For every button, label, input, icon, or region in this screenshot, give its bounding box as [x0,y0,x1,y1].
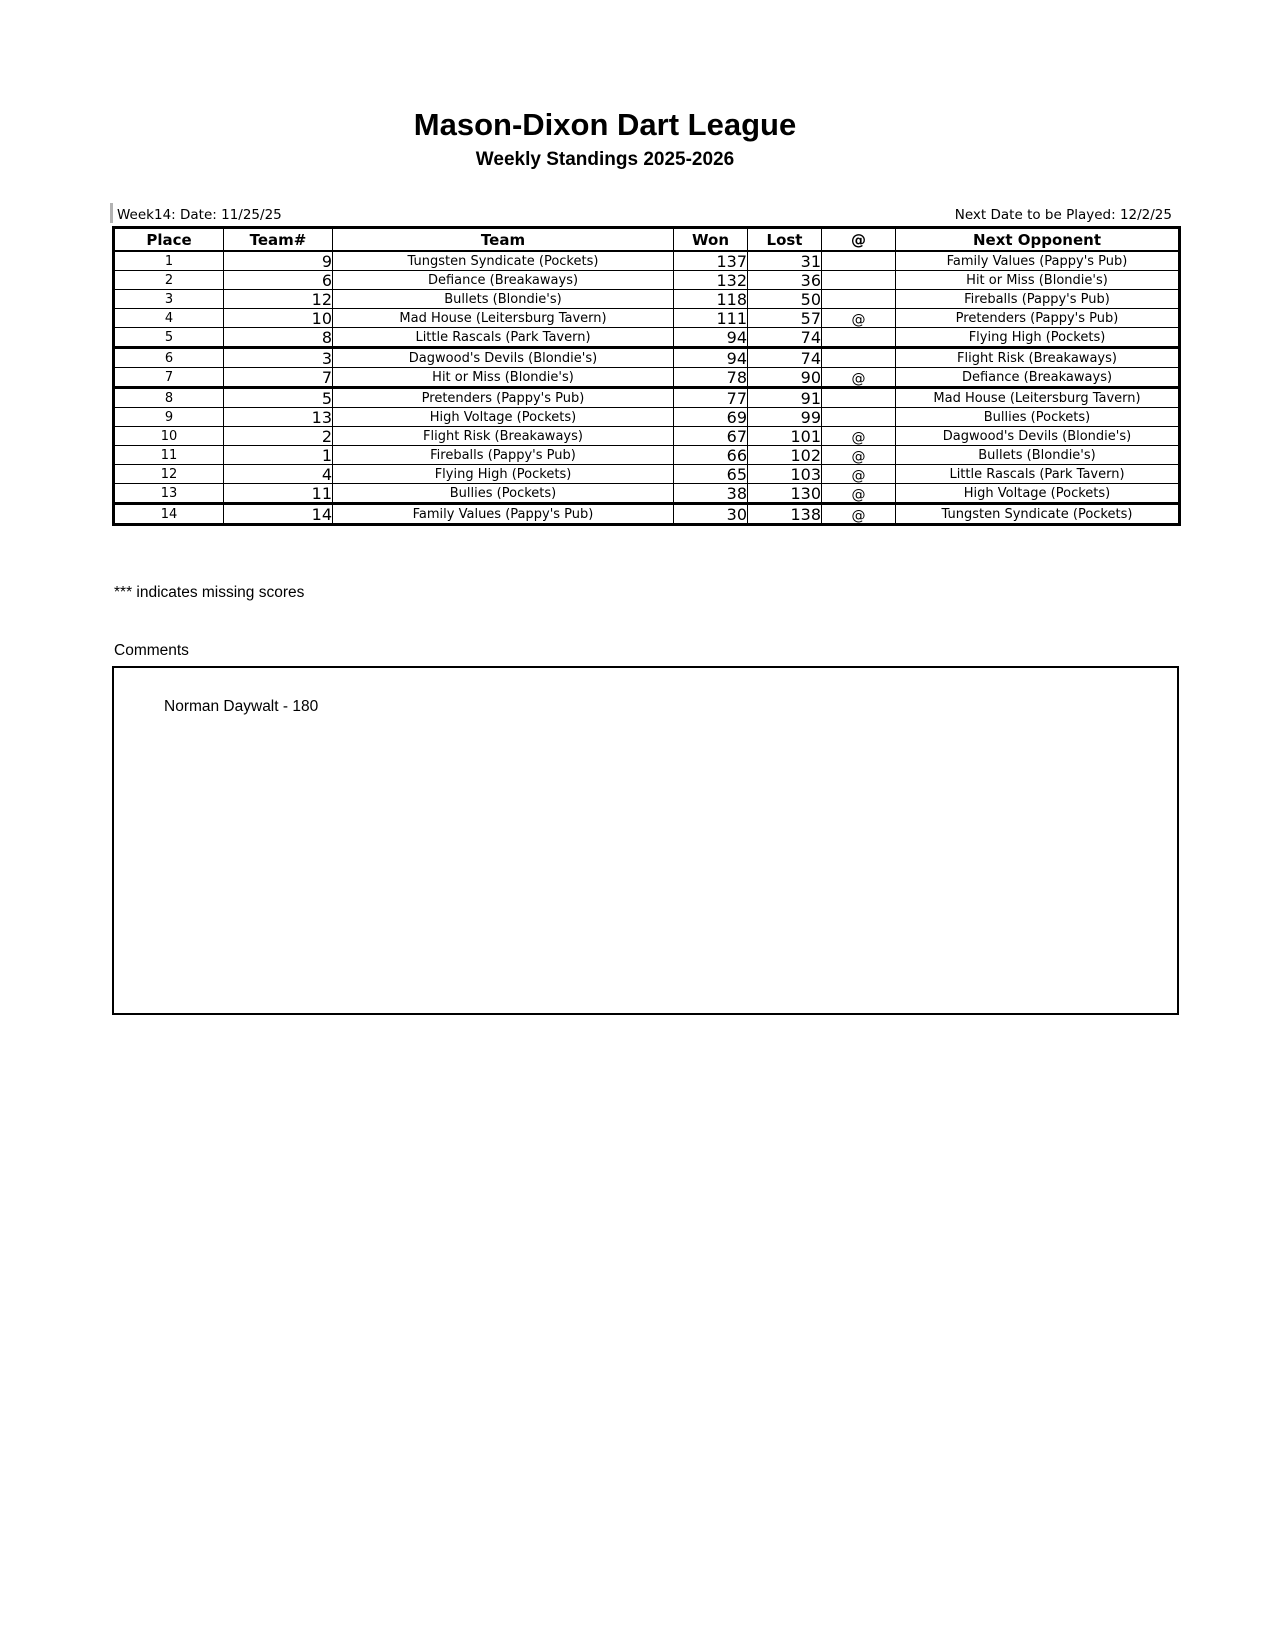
cell-won: 132 [674,271,748,290]
cell-at [822,290,896,309]
cell-team_num: 8 [224,328,333,348]
cell-won: 30 [674,504,748,525]
cell-lost: 74 [748,348,822,368]
week-label-wrap [110,203,282,223]
missing-scores-footnote: *** indicates missing scores [114,584,305,601]
cell-team: Fireballs (Pappy's Pub) [333,446,674,465]
column-header-lost: Lost [748,228,822,252]
cell-lost: 31 [748,251,822,271]
cell-won: 111 [674,309,748,328]
cell-place: 10 [114,427,224,446]
table-row [114,368,1180,388]
cell-won: 66 [674,446,748,465]
standings-table [112,226,1181,526]
cell-at: @ [822,368,896,388]
cell-lost: 90 [748,368,822,388]
page-title: Mason-Dixon Dart League [413,107,797,142]
cell-team: Little Rascals (Park Tavern) [333,328,674,348]
cell-team: Bullies (Pockets) [333,484,674,504]
comments-label: Comments [114,642,189,659]
table-row [114,484,1180,504]
cell-team: Defiance (Breakaways) [333,271,674,290]
cell-team_num: 5 [224,388,333,408]
cell-at [822,388,896,408]
cell-place: 14 [114,504,224,525]
cell-at [822,251,896,271]
cell-at: @ [822,446,896,465]
cell-team: Bullets (Blondie's) [333,290,674,309]
cell-team_num: 11 [224,484,333,504]
table-header-row [114,228,1180,252]
cell-team: Mad House (Leitersburg Tavern) [333,309,674,328]
column-header-place: Place [114,228,224,252]
table-row [114,504,1180,525]
title-block [0,108,1210,171]
cell-won: 137 [674,251,748,271]
cell-at: @ [822,465,896,484]
cell-team_num: 7 [224,368,333,388]
table-row [114,465,1180,484]
cell-team: Flying High (Pockets) [333,465,674,484]
table-row [114,309,1180,328]
cell-lost: 103 [748,465,822,484]
cell-next: High Voltage (Pockets) [896,484,1180,504]
cell-at [822,408,896,427]
column-header-won: Won [674,228,748,252]
cell-next: Defiance (Breakaways) [896,368,1180,388]
cell-place: 9 [114,408,224,427]
cell-won: 94 [674,348,748,368]
cell-place: 12 [114,465,224,484]
cell-at: @ [822,484,896,504]
cell-won: 67 [674,427,748,446]
cell-next: Flight Risk (Breakaways) [896,348,1180,368]
cell-at [822,348,896,368]
cell-next: Mad House (Leitersburg Tavern) [896,388,1180,408]
cell-lost: 102 [748,446,822,465]
next-date-label: Next Date to be Played: 12/2/25 [954,207,1172,223]
cell-next: Pretenders (Pappy's Pub) [896,309,1180,328]
table-row [114,446,1180,465]
cell-next: Hit or Miss (Blondie's) [896,271,1180,290]
cell-team: Tungsten Syndicate (Pockets) [333,251,674,271]
cell-team_num: 9 [224,251,333,271]
cell-lost: 99 [748,408,822,427]
cell-lost: 91 [748,388,822,408]
table-row [114,388,1180,408]
report-meta-line [110,203,1172,223]
table-row [114,290,1180,309]
cell-at: @ [822,309,896,328]
cell-lost: 57 [748,309,822,328]
cell-place: 6 [114,348,224,368]
cell-lost: 130 [748,484,822,504]
cell-won: 38 [674,484,748,504]
table-row [114,408,1180,427]
column-header-team: Team [333,228,674,252]
page-subtitle: Weekly Standings 2025-2026 [475,149,735,171]
cell-place: 4 [114,309,224,328]
cell-won: 78 [674,368,748,388]
cell-place: 13 [114,484,224,504]
cell-team: High Voltage (Pockets) [333,408,674,427]
cell-place: 11 [114,446,224,465]
cell-team_num: 3 [224,348,333,368]
cell-team_num: 14 [224,504,333,525]
cell-won: 94 [674,328,748,348]
cell-team_num: 2 [224,427,333,446]
cell-place: 5 [114,328,224,348]
cell-at [822,328,896,348]
week-date-label: Week14: Date: 11/25/25 [117,207,282,223]
cell-next: Fireballs (Pappy's Pub) [896,290,1180,309]
cell-next: Flying High (Pockets) [896,328,1180,348]
cell-won: 69 [674,408,748,427]
table-row [114,348,1180,368]
cell-won: 118 [674,290,748,309]
cell-won: 77 [674,388,748,408]
cell-team_num: 6 [224,271,333,290]
cell-next: Tungsten Syndicate (Pockets) [896,504,1180,525]
table-row [114,251,1180,271]
cell-team_num: 1 [224,446,333,465]
table-row [114,271,1180,290]
cell-lost: 138 [748,504,822,525]
cell-lost: 74 [748,328,822,348]
cell-team: Flight Risk (Breakaways) [333,427,674,446]
cell-team: Family Values (Pappy's Pub) [333,504,674,525]
comments-box [112,666,1179,1015]
cell-team: Dagwood's Devils (Blondie's) [333,348,674,368]
print-tick-mark [110,203,113,223]
cell-next: Family Values (Pappy's Pub) [896,251,1180,271]
cell-place: 3 [114,290,224,309]
column-header-team_num: Team# [224,228,333,252]
cell-team_num: 13 [224,408,333,427]
column-header-next: Next Opponent [896,228,1180,252]
comment-text: Norman Daywalt - 180 [164,698,319,715]
table-row [114,427,1180,446]
cell-at: @ [822,427,896,446]
column-header-at: @ [822,228,896,252]
cell-next: Dagwood's Devils (Blondie's) [896,427,1180,446]
cell-lost: 50 [748,290,822,309]
cell-place: 7 [114,368,224,388]
cell-team_num: 10 [224,309,333,328]
cell-team_num: 4 [224,465,333,484]
cell-won: 65 [674,465,748,484]
cell-at: @ [822,504,896,525]
cell-place: 2 [114,271,224,290]
table-row [114,328,1180,348]
cell-next: Bullies (Pockets) [896,408,1180,427]
cell-place: 1 [114,251,224,271]
cell-team: Hit or Miss (Blondie's) [333,368,674,388]
cell-team: Pretenders (Pappy's Pub) [333,388,674,408]
cell-team_num: 12 [224,290,333,309]
cell-lost: 101 [748,427,822,446]
cell-at [822,271,896,290]
cell-place: 8 [114,388,224,408]
cell-lost: 36 [748,271,822,290]
cell-next: Little Rascals (Park Tavern) [896,465,1180,484]
cell-next: Bullets (Blondie's) [896,446,1180,465]
